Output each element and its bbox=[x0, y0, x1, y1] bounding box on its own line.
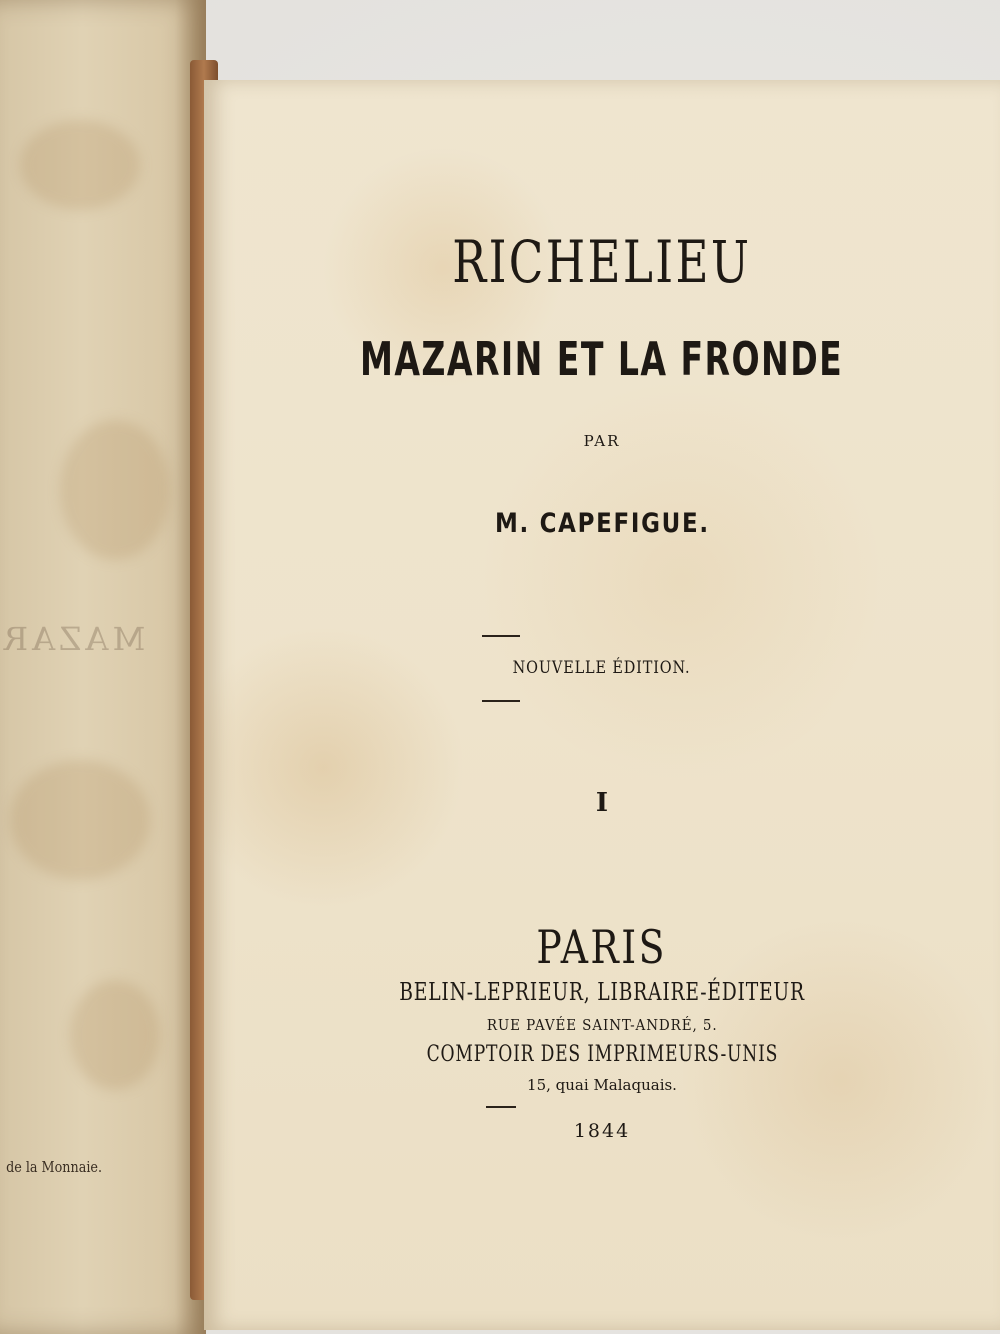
divider-rule bbox=[482, 700, 520, 702]
publication-year: 1844 bbox=[573, 1120, 631, 1142]
title-page bbox=[204, 80, 1000, 1330]
book-title: RICHELIEU bbox=[452, 228, 752, 296]
show-through-text: MAZAR bbox=[0, 620, 146, 658]
book-subtitle: MAZARIN ET LA FRONDE bbox=[360, 332, 844, 386]
edition-label: NOUVELLE ÉDITION. bbox=[513, 658, 691, 678]
comptoir-name: COMPTOIR DES IMPRIMEURS-UNIS bbox=[426, 1042, 778, 1067]
left-page bbox=[0, 0, 206, 1334]
divider-rule bbox=[486, 1106, 516, 1108]
publisher-name: BELIN-LEPRIEUR, LIBRAIRE-ÉDITEUR bbox=[399, 978, 805, 1006]
left-page-footer: de la Monnaie. bbox=[6, 1158, 102, 1176]
volume-number: I bbox=[595, 788, 609, 818]
publisher-address: RUE PAVÉE SAINT-ANDRÉ, 5. bbox=[486, 1016, 718, 1034]
by-line: PAR bbox=[583, 432, 621, 450]
divider-rule bbox=[482, 635, 520, 637]
author-name: M. CAPEFIGUE. bbox=[494, 508, 710, 539]
comptoir-address: 15, quai Malaquais. bbox=[527, 1076, 677, 1094]
imprint-city: PARIS bbox=[536, 920, 668, 974]
